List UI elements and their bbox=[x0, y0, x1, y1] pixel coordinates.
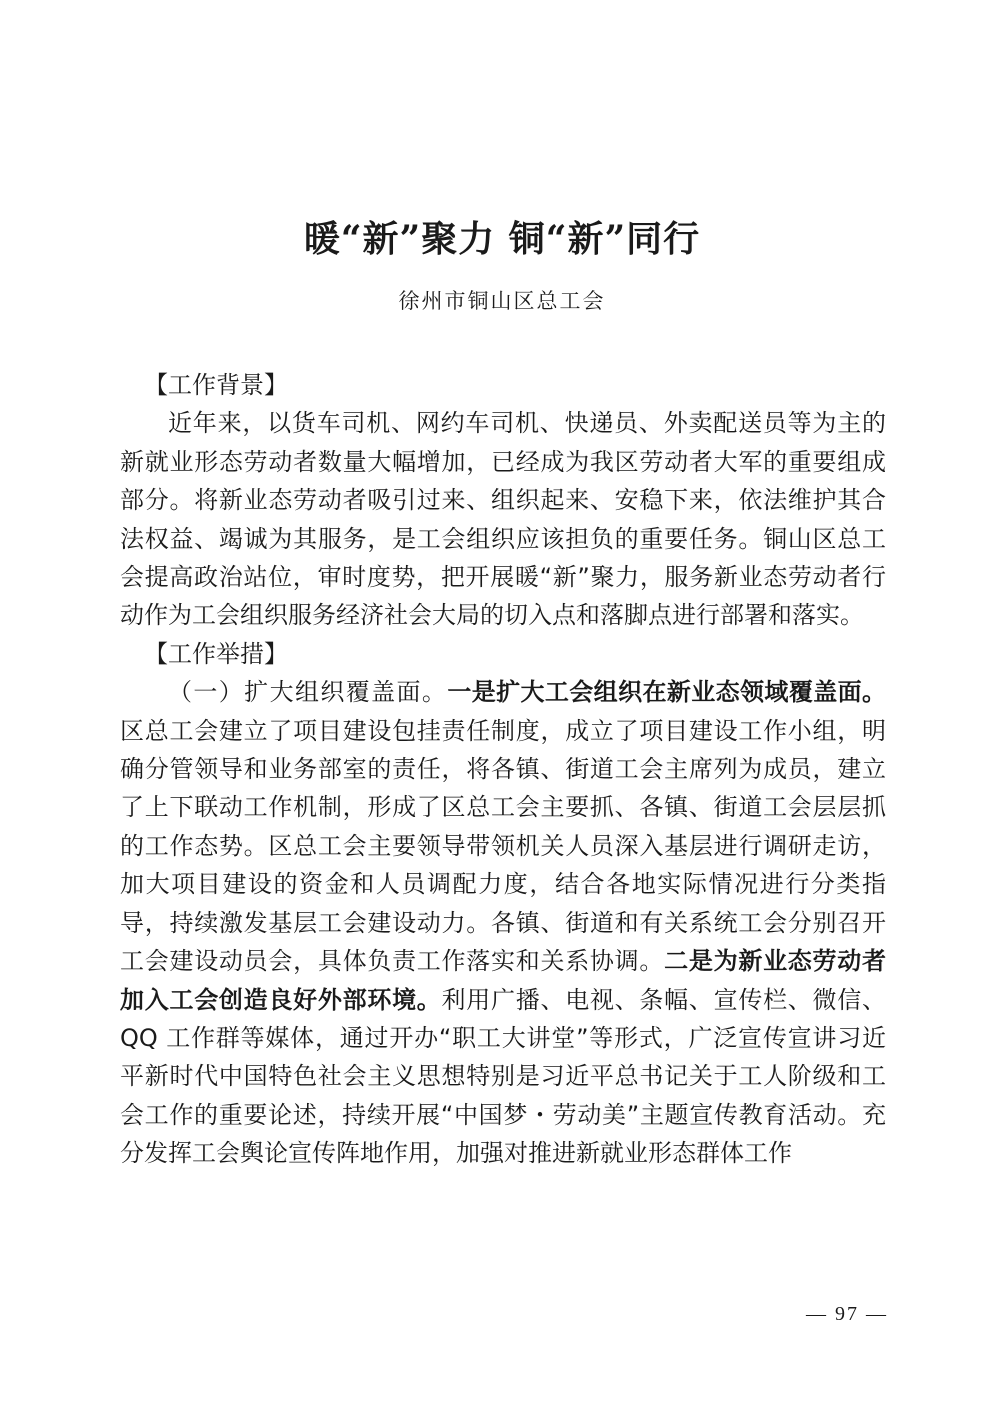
paragraph-background: 近年来，以货车司机、网约车司机、快递员、外卖配送员等为主的新就业形态劳动者数量大幅增加，已经成为我区劳动者大军的重要组成部分。将新业态劳动者吸引过来、组织起来、安稳下来，依法维护其合法权益、竭诚为其服务，是工会组织应该担负的重要任务。铜山区总工会提高政治站位，审时度势，把开展暖“新”聚力，服务新业态劳动者行动作为工会组织服务经济社会大局的切入点和落脚点进行部署和落实。 bbox=[120, 409, 886, 630]
measure-1-point-1-text: 区总工会建立了项目建设包挂责任制度，成立了项目建设工作小组，明确分管领导和业务部室的责任，将各镇、街道工会主席列为成员，建立了上下联动工作机制，形成了区总工会主要抓、各镇、街道工会层层抓的工作态势。区总工会主要领导带领机关人员深入基层进行调研走访，加大项目建设的资金和人员调配力度，结合各地实际情况进行分类指导，持续激发基层工会建设动力。各镇、街道和有关系统工会分别召开工会建设动员会，具体负责工作落实和关系协调。 bbox=[120, 716, 886, 976]
measure-1-point-2-text: 利用广播、电视、条幅、宣传栏、微信、QQ 工作群等媒体，通过开办“职工大讲堂”等形式，广泛宣传宣讲习近平新时代中国特色社会主义思想特别是习近平总书记关于工人阶级和工会工作的重要论述，持续开展“中国梦・劳动美”主题宣传教育活动。充分发挥工会舆论宣传阵地作用，加强对推进新就业形态群体工作 bbox=[120, 985, 887, 1168]
section-heading-measures: 【工作举措】 bbox=[144, 639, 288, 668]
paragraph-measure-1 bbox=[120, 673, 886, 1172]
page-title: 暖“新”聚力 铜“新”同行 bbox=[303, 218, 701, 260]
measure-1-point-2-title: 二是为新业态劳动者加入工会创造良好外部环境。 bbox=[120, 947, 887, 1014]
body-text bbox=[120, 366, 886, 1173]
author-line: 徐州市铜山区总工会 bbox=[398, 289, 606, 313]
page-number: — 97 — bbox=[806, 1303, 888, 1325]
section-heading-background: 【工作背景】 bbox=[144, 371, 288, 399]
measure-1-lead: （一）扩大组织覆盖面。 bbox=[168, 678, 448, 707]
measure-1-point-1-title: 一是扩大工会组织在新业态领域覆盖面。 bbox=[447, 678, 887, 707]
